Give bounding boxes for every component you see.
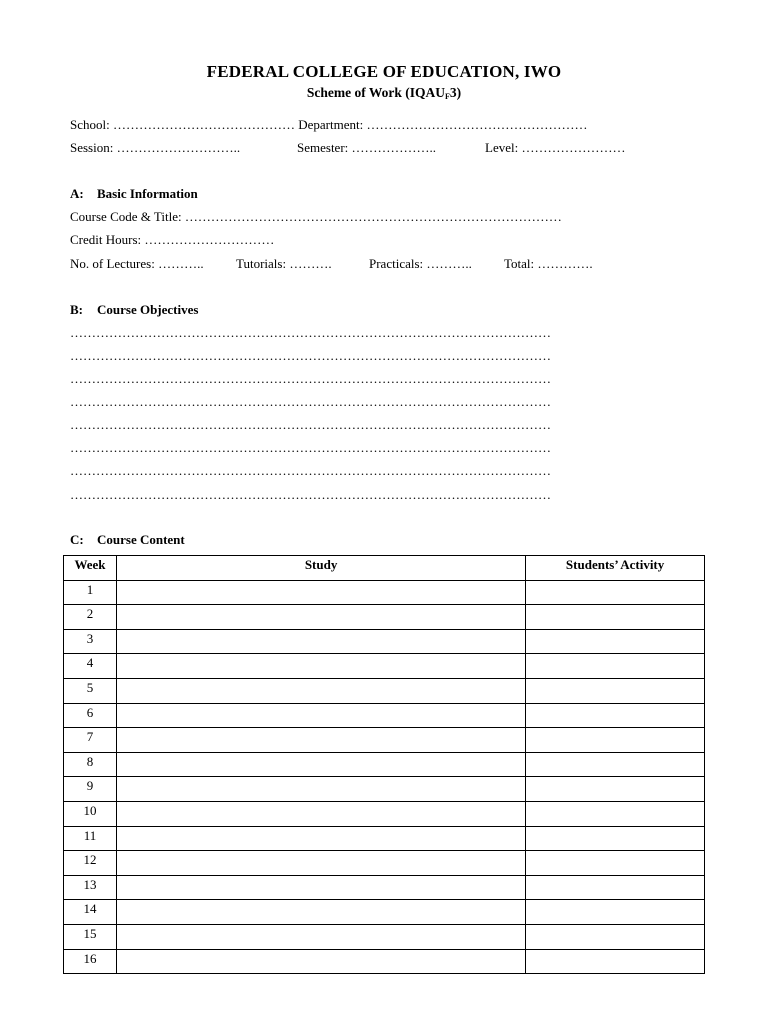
semester-row: [297, 140, 436, 156]
study-cell[interactable]: [116, 580, 525, 605]
week-number-cell: 4: [64, 654, 117, 679]
objective-line[interactable]: …………………………………………………………………………………………………: [70, 440, 551, 455]
students-activity-cell[interactable]: [526, 900, 705, 925]
section-c-heading: [70, 532, 185, 548]
students-activity-cell[interactable]: [526, 826, 705, 851]
students-activity-cell[interactable]: [526, 703, 705, 728]
lectures-field[interactable]: No. of Lectures: ………..: [70, 256, 204, 271]
study-cell[interactable]: [116, 629, 525, 654]
subtitle-main: Scheme of Work (IQAU: [306, 85, 445, 100]
section-a-heading: [70, 186, 198, 202]
course-code-field[interactable]: Course Code & Title: ……………………………………………………………………………: [70, 209, 562, 224]
session-row: [70, 140, 240, 156]
week-number-cell: 15: [64, 924, 117, 949]
page-subtitle: [0, 85, 768, 101]
objective-line[interactable]: …………………………………………………………………………………………………: [70, 463, 551, 478]
objective-line[interactable]: …………………………………………………………………………………………………: [70, 371, 551, 386]
section-c-letter: C:: [70, 532, 84, 547]
students-activity-cell[interactable]: [526, 678, 705, 703]
column-header-week: Week: [64, 556, 117, 581]
students-activity-cell[interactable]: [526, 654, 705, 679]
subtitle-subscript: F: [444, 92, 450, 101]
week-number-cell: 9: [64, 777, 117, 802]
section-a-letter: A:: [70, 186, 84, 201]
objective-line[interactable]: …………………………………………………………………………………………………: [70, 417, 551, 432]
study-cell[interactable]: [116, 851, 525, 876]
study-cell[interactable]: [116, 875, 525, 900]
total-field[interactable]: Total: ………….: [504, 256, 593, 271]
school-field[interactable]: School: ……………………………………: [70, 117, 295, 132]
course-content-table: [63, 555, 705, 974]
students-activity-cell[interactable]: [526, 605, 705, 630]
study-cell[interactable]: [116, 728, 525, 753]
credit-hours-field[interactable]: Credit Hours: …………………………: [70, 232, 275, 247]
table-row: [64, 900, 705, 925]
students-activity-cell[interactable]: [526, 752, 705, 777]
table-row: [64, 703, 705, 728]
table-row: [64, 678, 705, 703]
students-activity-cell[interactable]: [526, 949, 705, 974]
department-field[interactable]: Department: ……………………………………………: [298, 117, 588, 132]
students-activity-cell[interactable]: [526, 851, 705, 876]
table-row: [64, 924, 705, 949]
study-cell[interactable]: [116, 654, 525, 679]
students-activity-cell[interactable]: [526, 728, 705, 753]
school-department-row: [70, 117, 587, 133]
table-row: [64, 801, 705, 826]
session-field[interactable]: Session: ………………………..: [70, 140, 241, 155]
table-row: [64, 875, 705, 900]
students-activity-cell[interactable]: [526, 875, 705, 900]
objective-line[interactable]: …………………………………………………………………………………………………: [70, 487, 551, 502]
week-number-cell: 11: [64, 826, 117, 851]
practicals-field[interactable]: Practicals: ………..: [369, 256, 472, 271]
column-header-study: Study: [116, 556, 525, 581]
study-cell[interactable]: [116, 924, 525, 949]
study-cell[interactable]: [116, 900, 525, 925]
week-number-cell: 10: [64, 801, 117, 826]
table-row: [64, 851, 705, 876]
week-number-cell: 13: [64, 875, 117, 900]
study-cell[interactable]: [116, 703, 525, 728]
week-number-cell: 6: [64, 703, 117, 728]
table-row: [64, 728, 705, 753]
study-cell[interactable]: [116, 752, 525, 777]
week-number-cell: 14: [64, 900, 117, 925]
section-b-letter: B:: [70, 302, 83, 317]
week-number-cell: 8: [64, 752, 117, 777]
students-activity-cell[interactable]: [526, 924, 705, 949]
level-field[interactable]: Level: ……………………: [485, 140, 626, 155]
week-number-cell: 12: [64, 851, 117, 876]
students-activity-cell[interactable]: [526, 801, 705, 826]
tutorials-field[interactable]: Tutorials: ……….: [236, 256, 332, 271]
section-c-title: Course Content: [97, 532, 185, 547]
section-b-heading: [70, 302, 198, 318]
table-header-row: [64, 556, 705, 581]
week-number-cell: 5: [64, 678, 117, 703]
week-number-cell: 3: [64, 629, 117, 654]
table-row: [64, 629, 705, 654]
objective-line[interactable]: …………………………………………………………………………………………………: [70, 394, 551, 409]
week-number-cell: 2: [64, 605, 117, 630]
table-row: [64, 777, 705, 802]
section-b-title: Course Objectives: [97, 302, 199, 317]
students-activity-cell[interactable]: [526, 580, 705, 605]
study-cell[interactable]: [116, 801, 525, 826]
section-a-title: Basic Information: [97, 186, 198, 201]
table-body: [64, 580, 705, 974]
table-row: [64, 949, 705, 974]
table-row: [64, 752, 705, 777]
page-title: FEDERAL COLLEGE OF EDUCATION, IWO: [206, 62, 562, 81]
study-cell[interactable]: [116, 678, 525, 703]
column-header-activity: Students’ Activity: [526, 556, 705, 581]
study-cell[interactable]: [116, 826, 525, 851]
objective-line[interactable]: …………………………………………………………………………………………………: [70, 325, 551, 340]
subtitle-end: 3): [449, 85, 462, 100]
week-number-cell: 1: [64, 580, 117, 605]
week-number-cell: 16: [64, 949, 117, 974]
objective-line[interactable]: …………………………………………………………………………………………………: [70, 348, 551, 363]
study-cell[interactable]: [116, 949, 525, 974]
students-activity-cell[interactable]: [526, 629, 705, 654]
table-row: [64, 654, 705, 679]
table-row: [64, 826, 705, 851]
students-activity-cell[interactable]: [526, 777, 705, 802]
study-cell[interactable]: [116, 605, 525, 630]
level-row: [485, 140, 625, 156]
table-row: [64, 580, 705, 605]
semester-field[interactable]: Semester: ………………..: [297, 140, 437, 155]
week-number-cell: 7: [64, 728, 117, 753]
table-row: [64, 605, 705, 630]
study-cell[interactable]: [116, 777, 525, 802]
